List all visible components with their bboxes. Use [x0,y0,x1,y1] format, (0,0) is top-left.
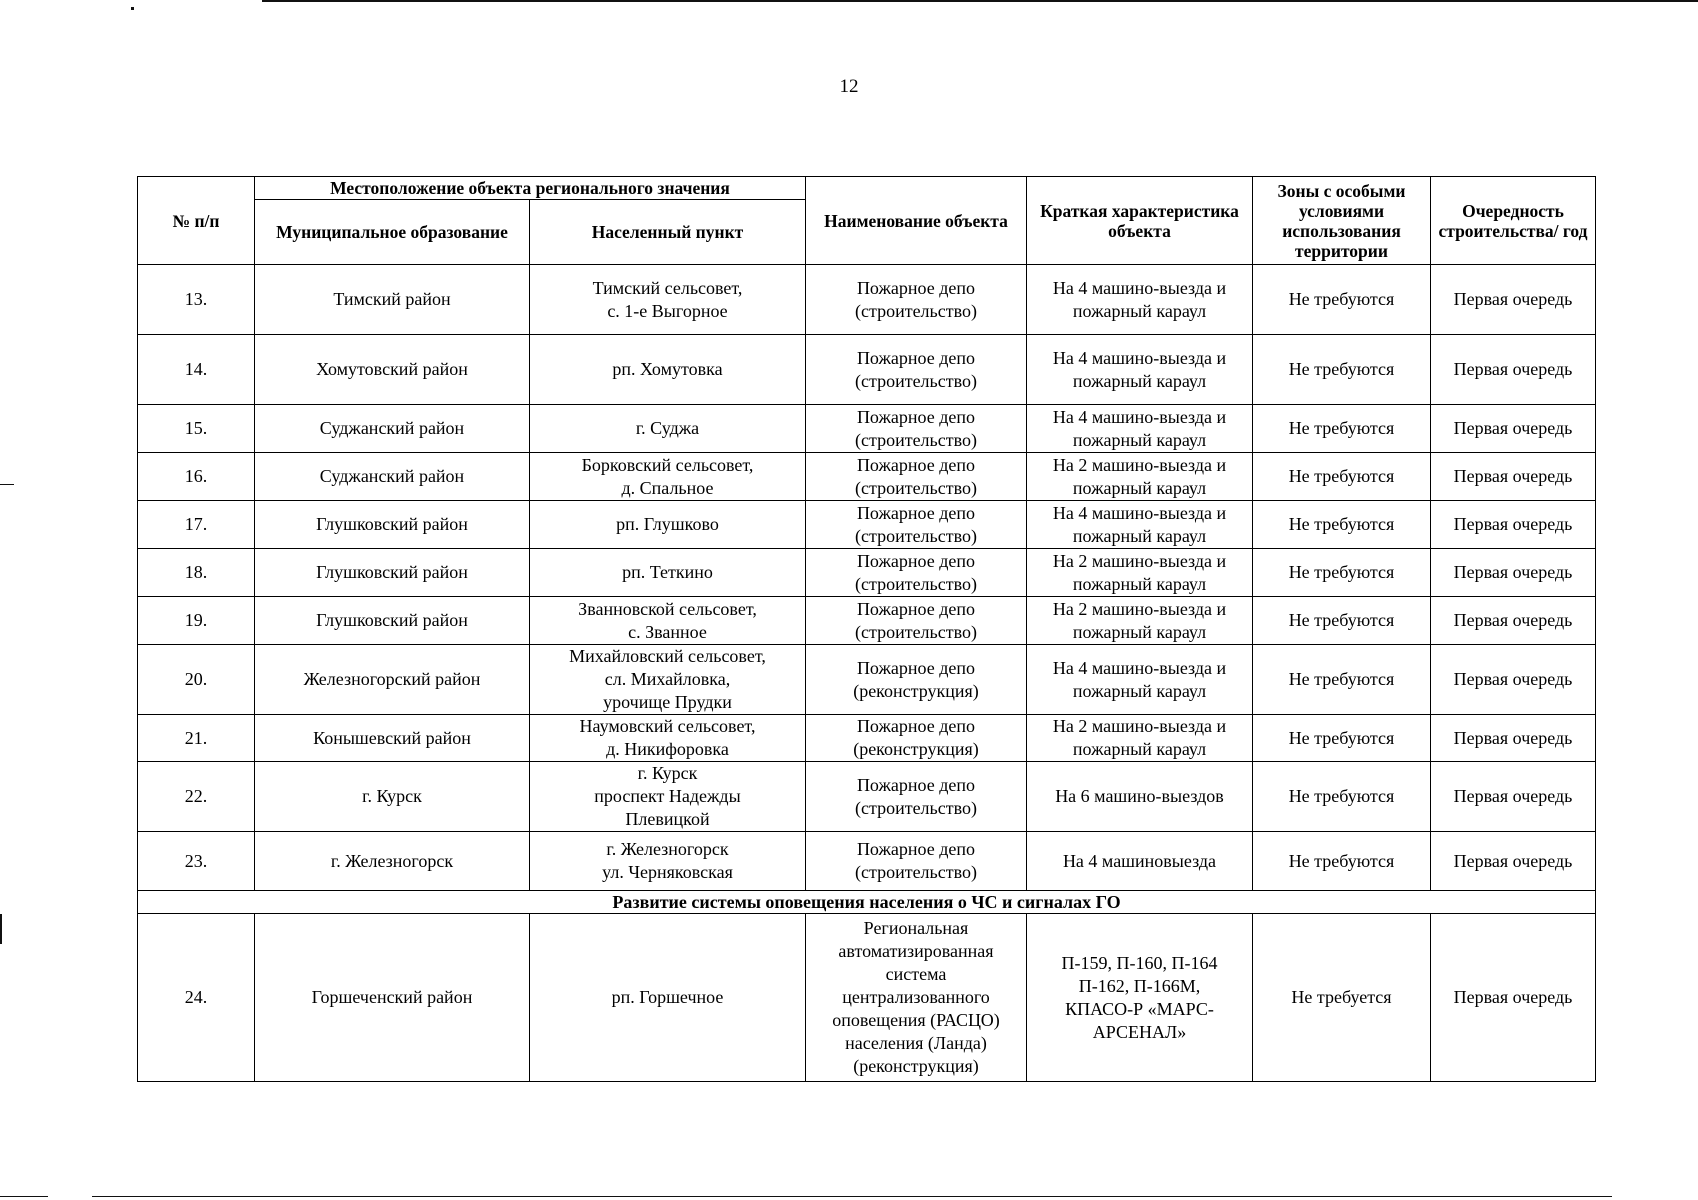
table-row [138,501,1596,549]
cell-num: 22. [138,762,255,832]
table-row [138,762,1596,832]
cell-priority: Первая очередь [1431,405,1596,453]
cell-object-name: Пожарное депо (строительство) [806,405,1027,453]
scan-left-mark [0,484,14,485]
cell-object-name: Пожарное депо (строительство) [806,549,1027,597]
cell-num: 15. [138,405,255,453]
header-municipality: Муниципальное образование [255,200,530,265]
cell-zones: Не требуются [1253,832,1431,891]
cell-object-name: Региональная автоматизированная система централизованного оповещения (РАСЦО) населения (Ланда) (реконструкция) [806,914,1027,1082]
cell-zones: Не требуются [1253,265,1431,335]
cell-municipality: г. Курск [255,762,530,832]
cell-priority: Первая очередь [1431,265,1596,335]
cell-municipality: Горшеченский район [255,914,530,1082]
cell-settlement: г. Суджа [530,405,806,453]
table-body-fire-depots [138,265,1596,891]
cell-characteristic: На 4 машино-выезда и пожарный караул [1027,265,1253,335]
cell-object-name: Пожарное депо (реконструкция) [806,645,1027,715]
cell-priority: Первая очередь [1431,549,1596,597]
cell-object-name: Пожарное депо (строительство) [806,265,1027,335]
section-title: Развитие системы оповещения населения о ЧС и сигналах ГО [138,891,1596,914]
cell-num: 24. [138,914,255,1082]
section-row [138,891,1596,914]
cell-settlement: Михайловский сельсовет, сл. Михайловка, урочище Прудки [530,645,806,715]
cell-object-name: Пожарное депо (строительство) [806,335,1027,405]
cell-municipality: Суджанский район [255,405,530,453]
cell-priority: Первая очередь [1431,453,1596,501]
table-row [138,597,1596,645]
cell-priority: Первая очередь [1431,645,1596,715]
cell-num: 16. [138,453,255,501]
cell-municipality: Железногорский район [255,645,530,715]
cell-num: 18. [138,549,255,597]
cell-settlement: Борковский сельсовет, д. Спальное [530,453,806,501]
cell-municipality: Конышевский район [255,715,530,762]
cell-municipality: Глушковский район [255,549,530,597]
cell-municipality: г. Железногорск [255,832,530,891]
cell-settlement: г. Железногорск ул. Черняковская [530,832,806,891]
cell-num: 23. [138,832,255,891]
scan-left-mark [0,914,2,944]
table-section [138,891,1596,914]
cell-priority: Первая очередь [1431,832,1596,891]
table-row [138,405,1596,453]
cell-municipality: Тимский район [255,265,530,335]
scan-bottom-border [0,1196,48,1197]
cell-characteristic: На 4 машиновыезда [1027,832,1253,891]
header-priority: Очередность строительства/ год [1431,177,1596,265]
table-row [138,265,1596,335]
cell-num: 21. [138,715,255,762]
cell-characteristic: П-159, П-160, П-164 П-162, П-166М, КПАСО-Р «МАРС- АРСЕНАЛ» [1027,914,1253,1082]
cell-object-name: Пожарное депо (строительство) [806,501,1027,549]
table-row [138,832,1596,891]
page-number: 12 [839,76,859,97]
cell-num: 19. [138,597,255,645]
header-characteristic: Краткая характеристика объекта [1027,177,1253,265]
cell-settlement: г. Курск проспект Надежды Плевицкой [530,762,806,832]
cell-municipality: Суджанский район [255,453,530,501]
cell-settlement: рп. Горшечное [530,914,806,1082]
cell-priority: Первая очередь [1431,597,1596,645]
cell-zones: Не требуются [1253,453,1431,501]
table-row [138,914,1596,1082]
cell-num: 20. [138,645,255,715]
cell-num: 14. [138,335,255,405]
cell-characteristic: На 2 машино-выезда и пожарный караул [1027,597,1253,645]
cell-priority: Первая очередь [1431,335,1596,405]
cell-zones: Не требуются [1253,501,1431,549]
cell-municipality: Глушковский район [255,597,530,645]
cell-characteristic: На 6 машино-выездов [1027,762,1253,832]
cell-municipality: Глушковский район [255,501,530,549]
header-zones: Зоны с особыми условиями использования территории [1253,177,1431,265]
cell-settlement: Наумовский сельсовет, д. Никифоровка [530,715,806,762]
cell-zones: Не требуются [1253,597,1431,645]
cell-characteristic: На 4 машино-выезда и пожарный караул [1027,645,1253,715]
scan-top-border [262,0,1698,2]
cell-zones: Не требуется [1253,914,1431,1082]
cell-settlement: Званновской сельсовет, с. Званное [530,597,806,645]
cell-characteristic: На 2 машино-выезда и пожарный караул [1027,453,1253,501]
table-row [138,335,1596,405]
cell-zones: Не требуются [1253,715,1431,762]
header-num: № п/п [138,177,255,265]
cell-settlement: рп. Хомутовка [530,335,806,405]
cell-object-name: Пожарное депо (реконструкция) [806,715,1027,762]
table-row [138,715,1596,762]
cell-object-name: Пожарное депо (строительство) [806,832,1027,891]
cell-object-name: Пожарное депо (строительство) [806,597,1027,645]
cell-characteristic: На 4 машино-выезда и пожарный караул [1027,335,1253,405]
table-row [138,453,1596,501]
cell-priority: Первая очередь [1431,914,1596,1082]
facilities-table [137,176,1596,1082]
cell-zones: Не требуются [1253,645,1431,715]
cell-settlement: рп. Теткино [530,549,806,597]
cell-priority: Первая очередь [1431,715,1596,762]
table-row [138,645,1596,715]
header-settlement: Населенный пункт [530,200,806,265]
cell-characteristic: На 4 машино-выезда и пожарный караул [1027,405,1253,453]
scan-corner-dot [131,7,134,10]
header-object-name: Наименование объекта [806,177,1027,265]
cell-characteristic: На 4 машино-выезда и пожарный караул [1027,501,1253,549]
table-body-warning-system [138,914,1596,1082]
cell-object-name: Пожарное депо (строительство) [806,453,1027,501]
cell-characteristic: На 2 машино-выезда и пожарный караул [1027,715,1253,762]
cell-municipality: Хомутовский район [255,335,530,405]
cell-zones: Не требуются [1253,762,1431,832]
cell-zones: Не требуются [1253,549,1431,597]
header-location-group: Местоположение объекта регионального значения [255,177,806,200]
cell-characteristic: На 2 машино-выезда и пожарный караул [1027,549,1253,597]
cell-num: 13. [138,265,255,335]
table-row [138,549,1596,597]
cell-settlement: рп. Глушково [530,501,806,549]
cell-priority: Первая очередь [1431,762,1596,832]
scan-bottom-border [92,1196,1612,1197]
cell-settlement: Тимский сельсовет, с. 1-е Выгорное [530,265,806,335]
cell-zones: Не требуются [1253,335,1431,405]
cell-num: 17. [138,501,255,549]
cell-object-name: Пожарное депо (строительство) [806,762,1027,832]
cell-zones: Не требуются [1253,405,1431,453]
cell-priority: Первая очередь [1431,501,1596,549]
